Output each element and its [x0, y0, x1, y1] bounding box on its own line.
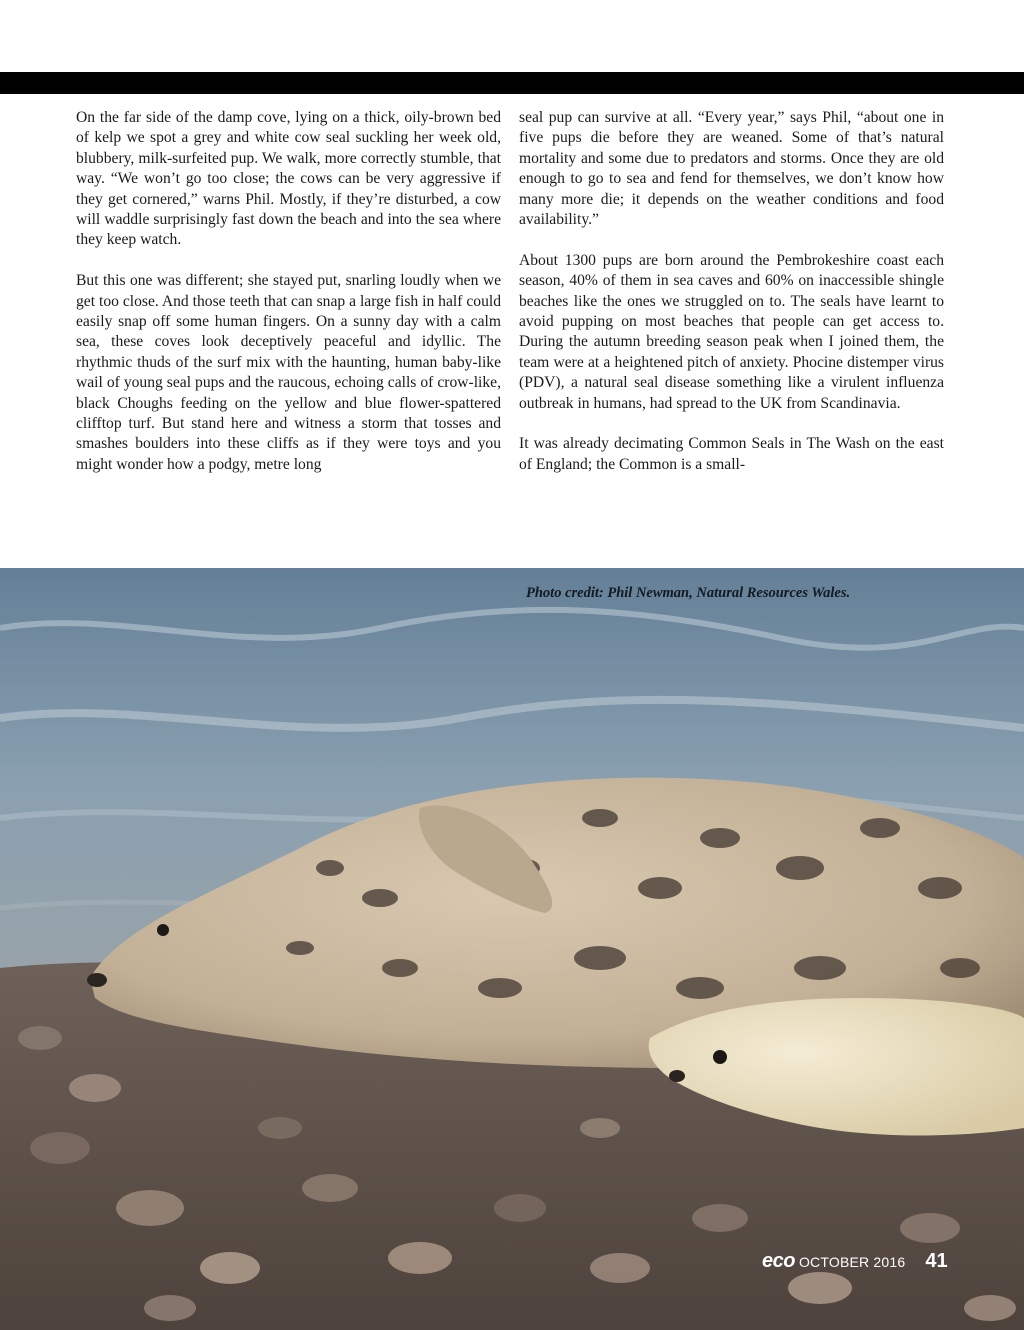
article-column-left — [76, 108, 501, 496]
paragraph: On the far side of the damp cove, lying on a thick, oily-brown bed of kelp we spot a grey and white cow seal suckling her week old, blubbery, milk-surfeited pup. We walk, more correctly stumble, that way. “We won’t go too close; the cows can be very aggressive if they get cornered,” warns Phil. Mostly, if they’re disturbed, a cow will waddle surprisingly fast down the beach and into the sea where they keep watch. — [76, 109, 501, 249]
paragraph: seal pup can survive at all. “Every year,” says Phil, “about one in five pups die before they are weaned. Some of that’s natural mortality and some due to predators and storms. Once they are old enough to go to sea and fend for themselves, we don’t know how many more die; it depends on the weather conditions and food availability.” — [519, 109, 944, 229]
paragraph: About 1300 pups are born around the Pembrokeshire coast each season, 40% of them in sea caves and 60% on inaccessible shingle beaches like the ones we struggled on to. The seals have learnt to avoid pupping on most beaches that people can get access to. During the autumn breeding season peak when I joined them, the team were at a heightened pitch of anxiety. Phocine distemper virus (PDV), a natural seal disease something like a virulent influenza outbreak in humans, had spread to the UK from Scandinavia. — [519, 251, 944, 412]
article-column-right — [519, 108, 944, 496]
magazine-logo: eco — [762, 1250, 795, 1272]
page-number: 41 — [925, 1250, 948, 1272]
page-footer — [762, 1250, 948, 1274]
seal-photo-illustration — [0, 568, 1024, 1330]
header-bar — [0, 72, 1024, 94]
issue-date: OCTOBER 2016 — [798, 1254, 906, 1270]
paragraph: But this one was different; she stayed put, snarling loudly when we get too close. And those teeth that can snap a large fish in half could easily snap off some human fingers. On a sunny day with a calm sea, these coves look deceptively peaceful and idyllic. The rhythmic thuds of the surf mix with the haunting, human baby-like wail of young seal pups and the raucous, echoing calls of crow-like, black Choughs feeding on the yellow and blue flower-spattered clifftop turf. But stand here and witness a storm that tosses and smashes boulders into these cliffs as if they were toys and you might wonder how a podgy, metre long — [76, 272, 501, 473]
seal-photo — [0, 568, 1024, 1330]
paragraph: It was already decimating Common Seals in The Wash on the east of England; the Common is a small- — [519, 435, 944, 473]
photo-credit: Photo credit: Phil Newman, Natural Resources Wales. — [526, 585, 851, 601]
